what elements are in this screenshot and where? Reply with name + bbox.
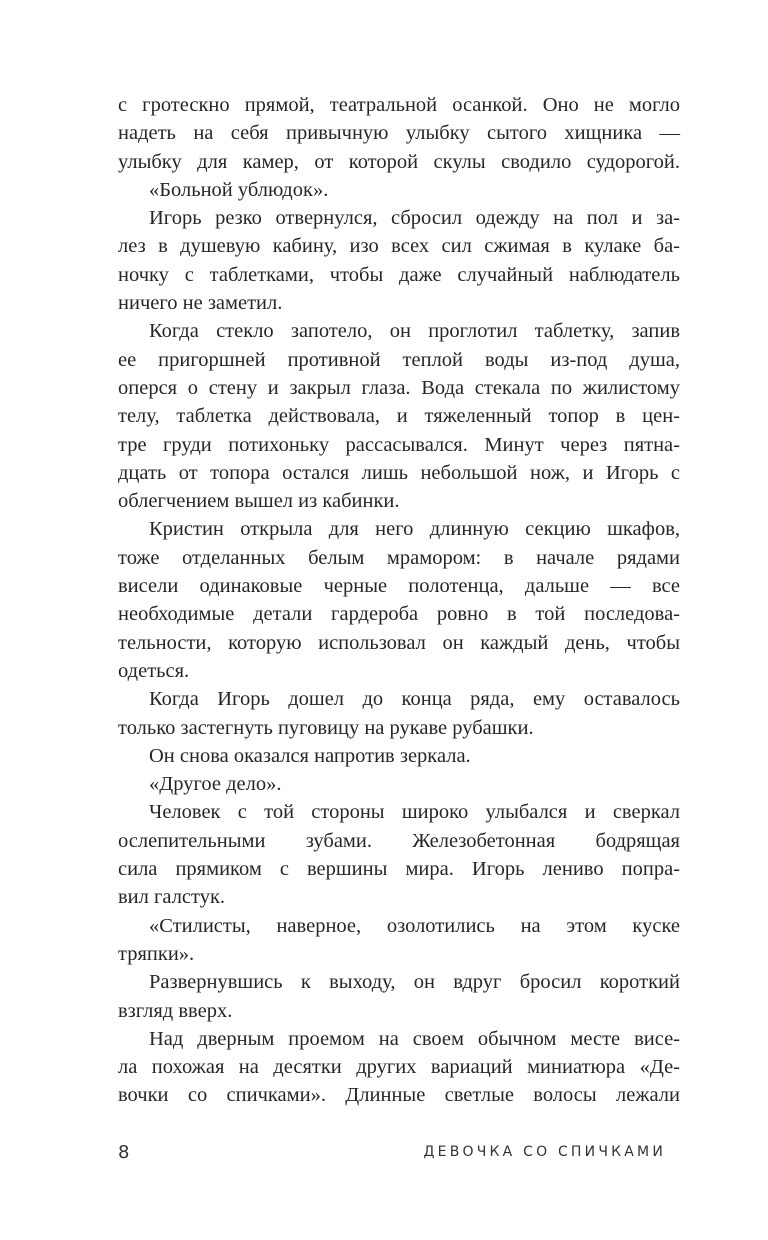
text-line: Над дверным проемом на своем обычном месте висе- [149,1027,680,1050]
text-line: тельности, которую использовал он каждый день, чтобы [118,631,680,654]
text-line: ла похожая на десятки других вариаций миниатюра «Де- [118,1056,680,1079]
text-line: только застегнуть пуговицу на рукаве рубашки. [118,716,534,739]
text-line: Когда Игорь дошел до конца ряда, ему оставалось [149,688,680,711]
text-line: тряпки». [118,942,195,965]
text-line: ничего не заметил. [118,292,283,315]
text-line: Игорь резко отвернулся, сбросил одежду на пол и за- [149,207,680,230]
text-line: необходимые детали гардероба ровно в той последова- [118,603,680,626]
text-line: телу, таблетка действовала, и тяжеленный топор в цен- [118,405,680,428]
text-line: надеть на себя привычную улыбку сытого хищника — [118,122,680,145]
text-line: висели одинаковые черные полотенца, дальше — все [118,575,680,598]
text-line: тоже отделанных белым мрамором: в начале рядами [118,546,680,569]
text-line: «Другое дело». [149,773,282,796]
text-line: «Стилисты, наверное, озолотились на этом куске [149,914,680,937]
text-line: Когда стекло запотело, он проглотил таблетку, запив [149,320,680,343]
text-line: ночку с таблетками, чтобы даже случайный наблюдатель [118,263,680,286]
text-line: Он снова оказался напротив зеркала. [149,744,471,767]
text-line: Кристин открыла для него длинную секцию шкафов, [149,518,680,541]
text-line: с гротескно прямой, театральной осанкой. Оно не могло [118,94,680,116]
text-line: лез в душевую кабину, изо всех сил сжимая в кулаке ба- [118,235,680,258]
text-line: дцать от топора остался лишь небольшой нож, и Игорь с [118,461,680,484]
body-text [118,91,680,1110]
text-line: ослепительными зубами. Железобетонная бодрящая [118,829,680,852]
text-line: Развернувшись к выходу, он вдруг бросил короткий [149,971,680,994]
text-line: тре груди потихоньку рассасывался. Минут через пятна- [118,433,680,456]
text-line: оперся о стену и закрыл глаза. Вода стекала по жилистому [118,376,680,399]
text-line: вил галстук. [118,886,226,909]
text-line: вочки со спичками». Длинные светлые волосы лежали [118,1084,680,1107]
text-line: одеться. [118,659,190,682]
text-line: облегчением вышел из кабинки. [118,490,400,513]
page-number: 8 [118,1142,130,1163]
text-line: «Больной ублюдок». [149,178,329,201]
text-line: Человек с той стороны широко улыбался и сверкал [149,801,680,824]
text-line: улыбку для камер, от которой скулы сводило судорогой. [118,150,680,173]
text-line: ее пригоршней противной теплой воды из-под душа, [118,348,680,371]
text-line: взгляд вверх. [118,999,233,1022]
running-head: ДЕВОЧКА СО СПИЧКАМИ [423,1144,666,1160]
text-line: сила прямиком с вершины мира. Игорь лениво попра- [118,858,680,881]
